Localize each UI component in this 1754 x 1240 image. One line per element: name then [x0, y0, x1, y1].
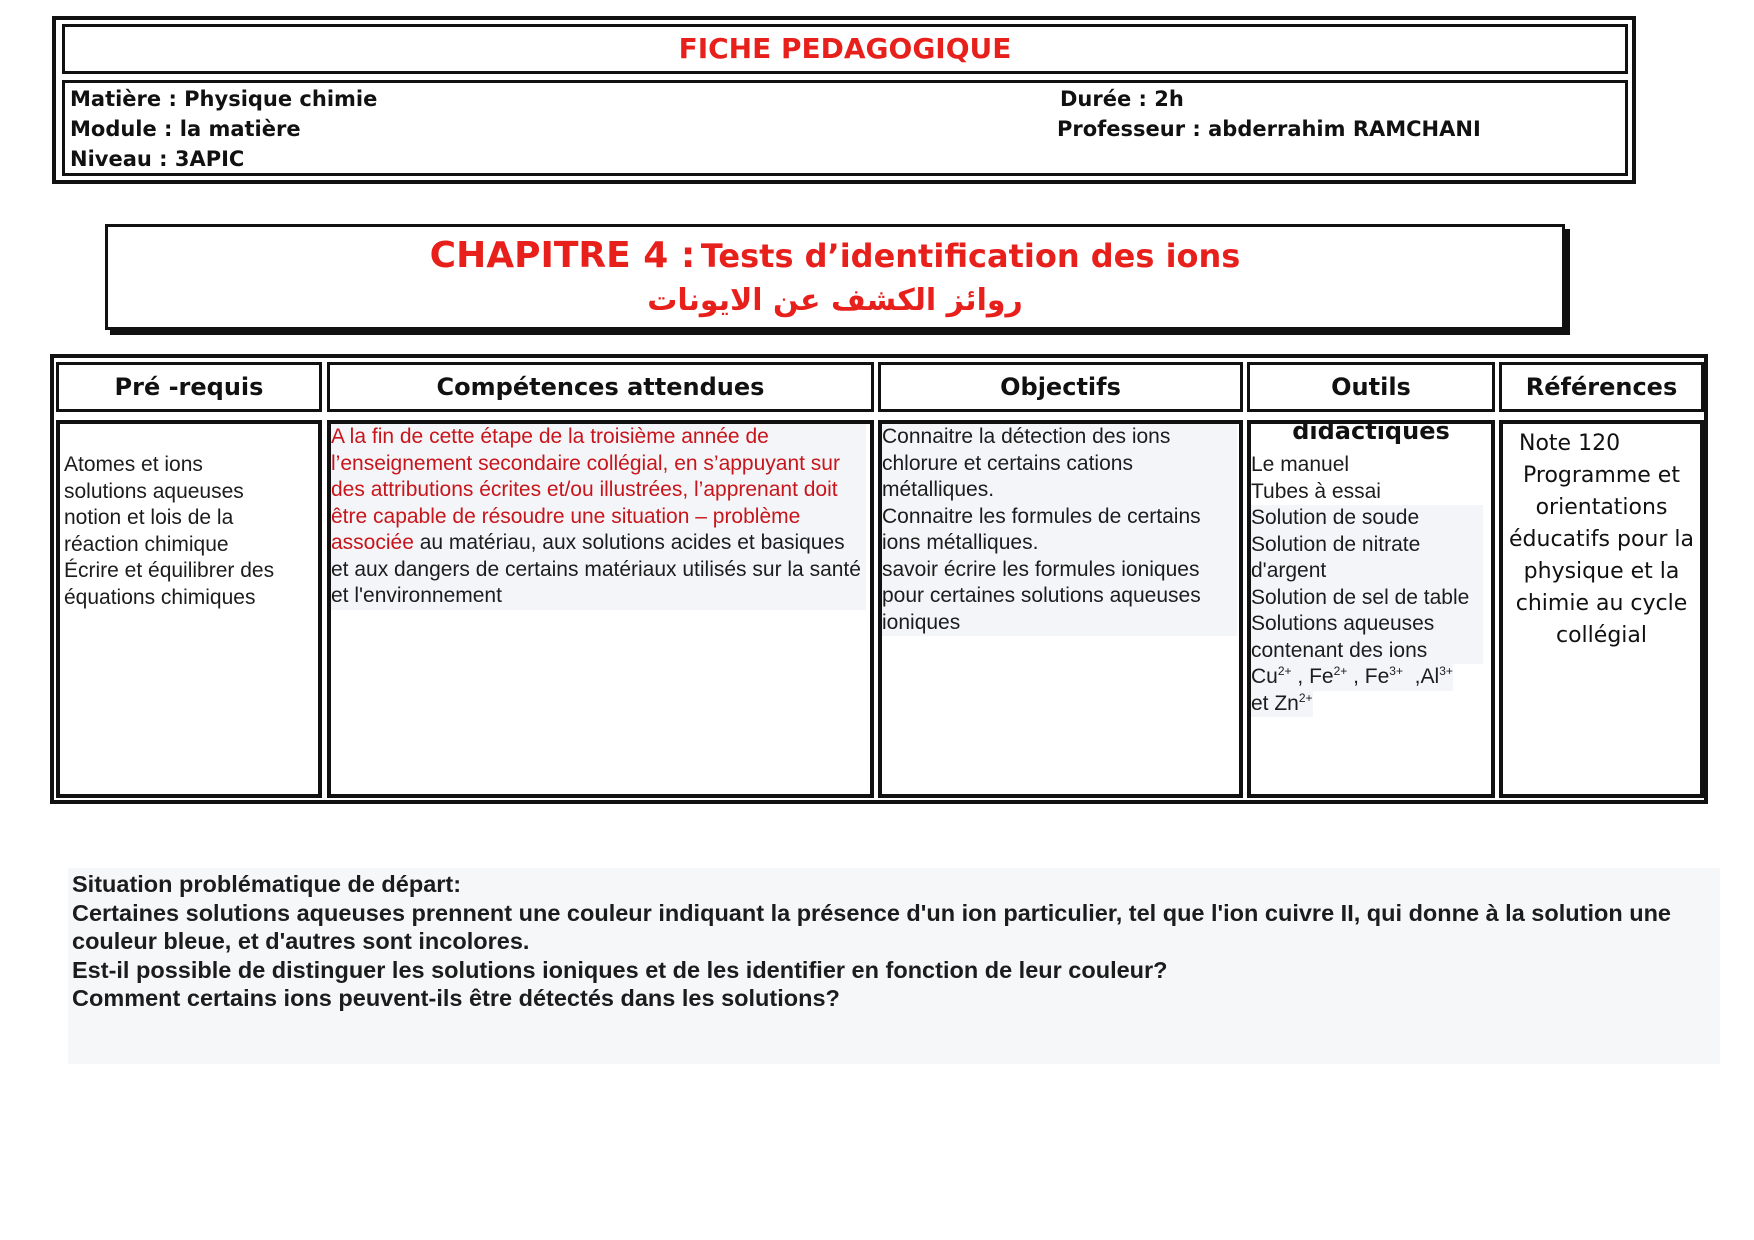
ion-zn-charge: 2+ [1298, 690, 1313, 705]
objectif-item: Connaitre les formules de certains ions métalliques. [882, 504, 1201, 554]
ions-list: $Cu^{2+}$ , $Fe^{2+}$ , $Fe^{3+}$ $,Al^{3+}$ [1251, 664, 1453, 691]
situation-question-2: Comment certains ions peuvent-ils être détectés dans les solutions? [72, 985, 840, 1011]
reference-programme: Programme et orientations éducatifs pour la physique et la chimie au cycle collégial [1509, 463, 1694, 648]
prerequis-item: solutions aqueuses [64, 479, 244, 503]
prerequis-item: Écrire et équilibrer des [64, 559, 275, 582]
competences-red-text: A la fin de cette étape de la troisième année de l’enseignement secondaire collégial, en s’appuyant sur des attributions écrites et/ou illustrées, l’apprenant doit être capable de résoudre une situation – problème associée [331, 425, 840, 554]
header-references: Références [1499, 362, 1704, 412]
ion-conjunction: et [1251, 691, 1269, 715]
chapter-title-ar: روائز الكشف عن الايونات [647, 283, 1023, 318]
professeur-label: Professeur : abderrahim RAMCHANI [1057, 117, 1481, 141]
fiche-title: FICHE PEDAGOGIQUE [62, 24, 1628, 74]
outils-list [1251, 452, 1483, 717]
outil-item: Solutions aqueuses contenant des ions [1251, 611, 1483, 664]
cell-prerequis [56, 420, 322, 798]
ion-al: Al [1420, 665, 1440, 688]
header-objectifs: Objectifs [878, 362, 1243, 412]
ion-fe3: Fe [1364, 665, 1390, 688]
fiche-header [52, 16, 1636, 184]
ion-cu: Cu [1251, 665, 1278, 688]
situation-box [68, 868, 1720, 1064]
chapter-title-fr [108, 235, 1562, 276]
cell-objectifs [878, 420, 1243, 798]
ion-fe2-charge: 2+ [1333, 664, 1348, 678]
prerequis-item: réaction chimique [64, 532, 229, 556]
competences-text [331, 424, 866, 610]
situation-paragraph: Certaines solutions aqueuses prennent une couleur indiquant la présence d'un ion particulier, tel que l'ion cuivre II, qui donne à la solution une couleur bleue, et d'autres sont incolores. [72, 899, 1671, 954]
prerequis-item: équations chimiques [64, 585, 256, 609]
header-prerequis: Pré -requis [56, 362, 322, 412]
duree-label: Durée : 2h [1060, 87, 1184, 111]
objectifs-list [882, 424, 1237, 636]
chapter-number: CHAPITRE 4 : [429, 235, 696, 276]
ion-cu-charge: 2+ [1277, 664, 1292, 678]
outil-item: Tubes à essai [1251, 479, 1381, 503]
chapter-title-text: Tests d’identification des ions [700, 237, 1241, 275]
objectif-item: savoir écrire les formules ioniques pour certaines solutions aqueuses ioniques [882, 557, 1201, 634]
outil-item: Solution de soude [1251, 505, 1483, 532]
lesson-table [50, 354, 1708, 804]
outil-item: Solution de nitrate d'argent [1251, 532, 1483, 585]
chapter-banner [105, 224, 1565, 330]
module-label: Module : la matière [70, 117, 301, 141]
header-outils: Outils didactiques [1247, 362, 1495, 412]
references-text [1505, 428, 1698, 652]
cell-outils [1247, 420, 1495, 798]
niveau-label: Niveau : 3APIC [70, 147, 245, 171]
cell-competences [327, 420, 874, 798]
ion-fe3-charge: 3+ [1389, 664, 1403, 678]
prerequis-item: notion et lois de la [64, 506, 234, 529]
cell-references [1499, 420, 1704, 798]
outil-item: Le manuel [1251, 453, 1350, 476]
ion-zn: Zn [1274, 691, 1299, 715]
matiere-label: Matière : Physique chimie [70, 87, 378, 111]
outil-item: Solution de sel de table [1251, 585, 1483, 612]
objectif-item: Connaitre la détection des ions chlorure et certains cations métalliques. [882, 425, 1171, 501]
fiche-info-box [62, 80, 1628, 176]
competences-black-text: au matériau, aux solutions acides et basiques et aux dangers de certains matériaux utilisés sur la santé et l'environnement [331, 531, 861, 607]
prerequis-item: Atomes et ions [64, 453, 203, 476]
situation-heading: Situation problématique de départ: [72, 871, 462, 897]
prerequis-list [64, 452, 274, 611]
ion-fe2: Fe [1309, 665, 1334, 688]
ions-list-end [1251, 691, 1313, 718]
ion-al-charge: 3+ [1439, 664, 1453, 678]
reference-note: Note 120 [1519, 431, 1621, 456]
situation-question-1: Est-il possible de distinguer les solutions ioniques et de les identifier en fonction de leur couleur? [72, 956, 1168, 983]
header-competences: Compétences attendues [327, 362, 874, 412]
